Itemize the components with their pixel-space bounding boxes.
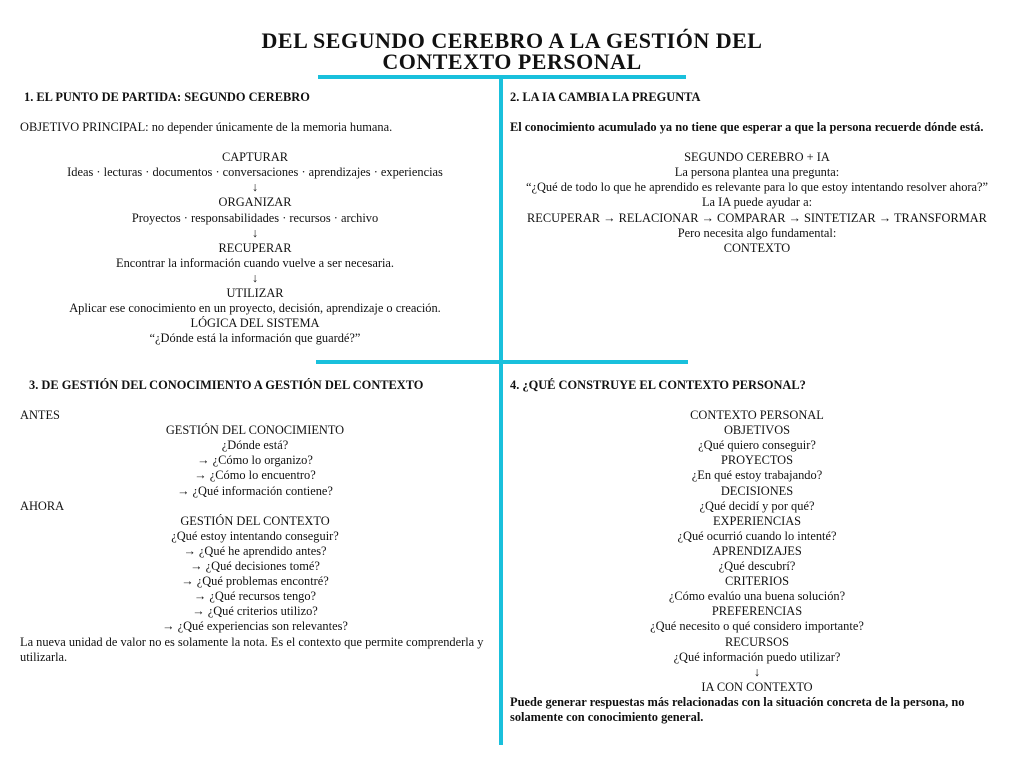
section-1-line: “¿Dónde está la información que guardé?” [149, 331, 361, 346]
down-arrow: ↓ [251, 180, 259, 195]
section-2-question: “¿Qué de todo lo que he aprendido es relevante para lo que estoy intentando resolver ahora?” [525, 180, 989, 195]
section-4-line: EXPERIENCIAS [712, 513, 802, 528]
middle-divider [316, 360, 688, 364]
section-4-line: ¿Cómo evalúo una buena solución? [668, 589, 846, 604]
now-line: → ¿Qué recursos tengo? [193, 589, 317, 604]
section-1-line: Encontrar la información cuando vuelve a ser necesaria. [116, 255, 394, 270]
section-2-heading: 2. LA IA CAMBIA LA PREGUNTA [510, 90, 701, 104]
down-arrow: ↓ [753, 664, 761, 679]
section-4-line: CONTEXTO PERSONAL [690, 408, 824, 423]
now-line: GESTIÓN DEL CONTEXTO [180, 513, 330, 528]
section-2-line: Pero necesita algo fundamental: [677, 225, 837, 240]
section-2-line: La persona plantea una pregunta: [674, 165, 840, 180]
section-1-line: Ideas · lecturas · documentos · conversaciones · aprendizajes · experiencias [67, 165, 443, 180]
section-1-heading: 1. EL PUNTO DE PARTIDA: SEGUNDO CEREBRO [24, 90, 310, 104]
section-contexto-personal [510, 378, 1004, 725]
now-line: → ¿Qué decisiones tomé? [190, 559, 320, 574]
section-2-line: CONTEXTO [723, 240, 791, 255]
section-4-conclusion: Puede generar respuestas más relacionadas con la situación concreta de la persona, no solamente con conocimiento general. [510, 694, 965, 724]
before-line: GESTIÓN DEL CONOCIMIENTO [165, 423, 345, 438]
before-line: ¿Dónde está? [221, 438, 289, 453]
section-4-line: ¿Qué quiero conseguir? [698, 438, 816, 453]
before-line: → ¿Qué información contiene? [177, 483, 333, 498]
now-line: → ¿Qué he aprendido antes? [183, 543, 327, 558]
page-title-line-2: CONTEXTO PERSONAL [382, 49, 642, 74]
section-4-line: IA CON CONTEXTO [701, 679, 813, 694]
section-2-flow: RECUPERAR → RELACIONAR → COMPARAR → SINTETIZAR → TRANSFORMAR [527, 210, 987, 225]
now-line: → ¿Qué problemas encontré? [181, 574, 329, 589]
section-1-line: UTILIZAR [226, 286, 284, 301]
down-arrow: ↓ [251, 225, 259, 240]
now-line: → ¿Qué experiencias son relevantes? [162, 619, 348, 634]
section-4-line: RECURSOS [724, 634, 790, 649]
section-4-line: DECISIONES [720, 483, 794, 498]
section-4-line: ¿Qué decidí y por qué? [699, 498, 815, 513]
down-arrow: ↓ [251, 270, 259, 285]
section-4-line: OBJETIVOS [723, 423, 791, 438]
page-title [0, 30, 1024, 72]
section-segundo-cerebro [20, 90, 490, 346]
section-1-line: ORGANIZAR [218, 195, 292, 210]
now-line: → ¿Qué criterios utilizo? [192, 604, 318, 619]
section-1-objective: OBJETIVO PRINCIPAL: no depender únicamente de la memoria humana. [20, 120, 393, 135]
section-4-line: ¿Qué información puedo utilizar? [673, 649, 841, 664]
section-4-line: ¿Qué ocurrió cuando lo intenté? [677, 528, 837, 543]
section-ia-cambia-pregunta [510, 90, 1004, 256]
section-1-line: CAPTURAR [221, 150, 289, 165]
vertical-divider [499, 79, 503, 745]
section-2-line: SEGUNDO CEREBRO + IA [684, 150, 830, 165]
now-line: ¿Qué estoy intentando conseguir? [171, 528, 339, 543]
section-3-conclusion: La nueva unidad de valor no es solamente la nota. Es el contexto que permite comprenderla y utilizarla. [20, 634, 484, 664]
section-4-line: ¿Qué necesito o qué considero importante? [650, 619, 864, 634]
section-1-line: Proyectos · responsabilidades · recursos · archivo [131, 210, 379, 225]
section-2-intro: El conocimiento acumulado ya no tiene que esperar a que la persona recuerde dónde está. [510, 120, 984, 135]
section-1-line: LÓGICA DEL SISTEMA [190, 316, 320, 331]
section-2-line: La IA puede ayudar a: [701, 195, 813, 210]
section-3-heading: 3. DE GESTIÓN DEL CONOCIMIENTO A GESTIÓN DEL CONTEXTO [29, 378, 424, 392]
section-gestion-contexto [20, 378, 490, 665]
section-4-line: ¿Qué descubrí? [718, 559, 796, 574]
section-4-line: PROYECTOS [720, 453, 794, 468]
before-label: ANTES [20, 408, 60, 423]
section-4-line: CRITERIOS [724, 574, 790, 589]
section-4-line: PREFERENCIAS [711, 604, 803, 619]
now-label: AHORA [20, 498, 65, 513]
section-4-heading: 4. ¿QUÉ CONSTRUYE EL CONTEXTO PERSONAL? [510, 378, 806, 392]
section-4-line: ¿En qué estoy trabajando? [691, 468, 823, 483]
section-1-line: RECUPERAR [218, 240, 292, 255]
before-line: → ¿Cómo lo encuentro? [194, 468, 316, 483]
before-line: → ¿Cómo lo organizo? [197, 453, 313, 468]
section-4-line: APRENDIZAJES [712, 543, 802, 558]
page-title-line-1: DEL SEGUNDO CEREBRO A LA GESTIÓN DEL [261, 28, 763, 53]
section-1-line: Aplicar ese conocimiento en un proyecto, decisión, aprendizaje o creación. [69, 301, 441, 316]
